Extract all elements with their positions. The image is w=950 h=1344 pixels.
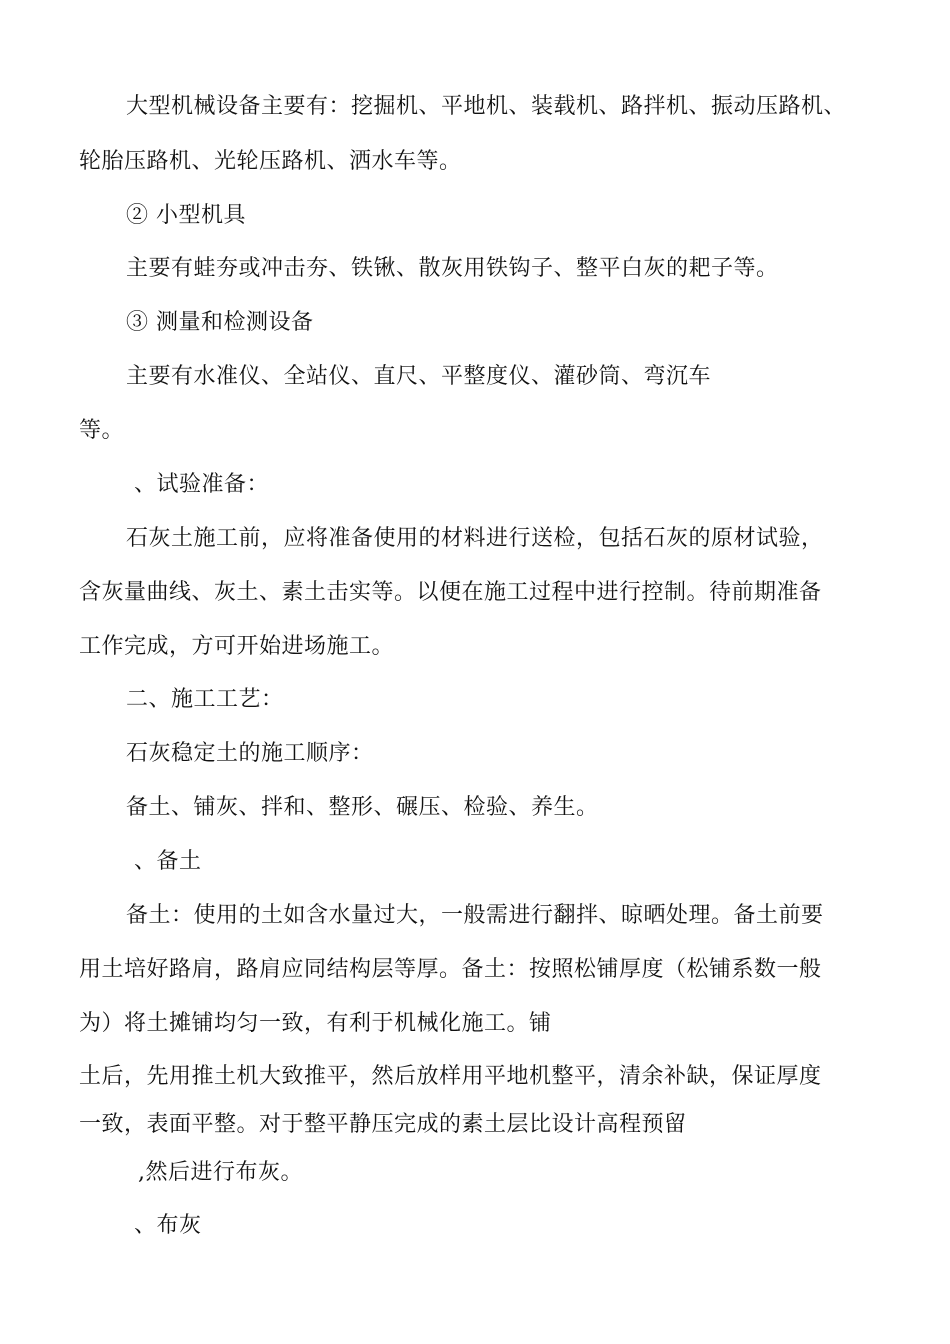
section-heading: 二、施工工艺： bbox=[126, 687, 284, 712]
paragraph-line: 用土培好路肩，路肩应同结构层等厚。备土：按照松铺厚度（松铺系数一般 bbox=[79, 957, 822, 982]
paragraph-line: 等。 bbox=[79, 418, 125, 443]
paragraph-line: 大型机械设备主要有：挖掘机、平地机、装载机、路拌机、振动压路机、 bbox=[126, 94, 847, 119]
paragraph-line: 石灰土施工前，应将准备使用的材料进行送检，包括石灰的原材试验， bbox=[126, 526, 824, 551]
section-heading: 、备土 bbox=[134, 849, 202, 874]
paragraph-line: 主要有水准仪、全站仪、直尺、平整度仪、灌砂筒、弯沉车 bbox=[126, 364, 712, 389]
paragraph-line: 土后，先用推土机大致推平，然后放样用平地机整平，清余补缺，保证厚度 bbox=[79, 1064, 822, 1089]
paragraph-line: 石灰稳定土的施工顺序： bbox=[126, 741, 374, 766]
paragraph-line: 工作完成，方可开始进场施工。 bbox=[79, 634, 395, 659]
section-heading: ③ 测量和检测设备 bbox=[126, 310, 314, 335]
section-heading: ② 小型机具 bbox=[126, 203, 246, 228]
section-heading: 、试验准备： bbox=[134, 472, 270, 497]
paragraph-line: 轮胎压路机、光轮压路机、洒水车等。 bbox=[79, 149, 462, 174]
paragraph-line: 含灰量曲线、灰土、素土击实等。以便在施工过程中进行控制。待前期准备 bbox=[79, 580, 822, 605]
section-heading: 、布灰 bbox=[134, 1213, 202, 1238]
paragraph-line: 为）将土摊铺均匀一致，有利于机械化施工。铺 bbox=[79, 1011, 552, 1036]
paragraph-line: ,然后进行布灰。 bbox=[138, 1160, 303, 1185]
paragraph-line: 备土：使用的土如含水量过大，一般需进行翻拌、晾晒处理。备土前要 bbox=[126, 903, 824, 928]
paragraph-line: 一致，表面平整。对于整平静压完成的素土层比设计高程预留 bbox=[79, 1112, 687, 1137]
paragraph-line: 备土、铺灰、拌和、整形、碾压、检验、养生。 bbox=[126, 795, 599, 820]
paragraph-line: 主要有蛙夯或冲击夯、铁锹、散灰用铁钩子、整平白灰的耙子等。 bbox=[126, 256, 779, 281]
